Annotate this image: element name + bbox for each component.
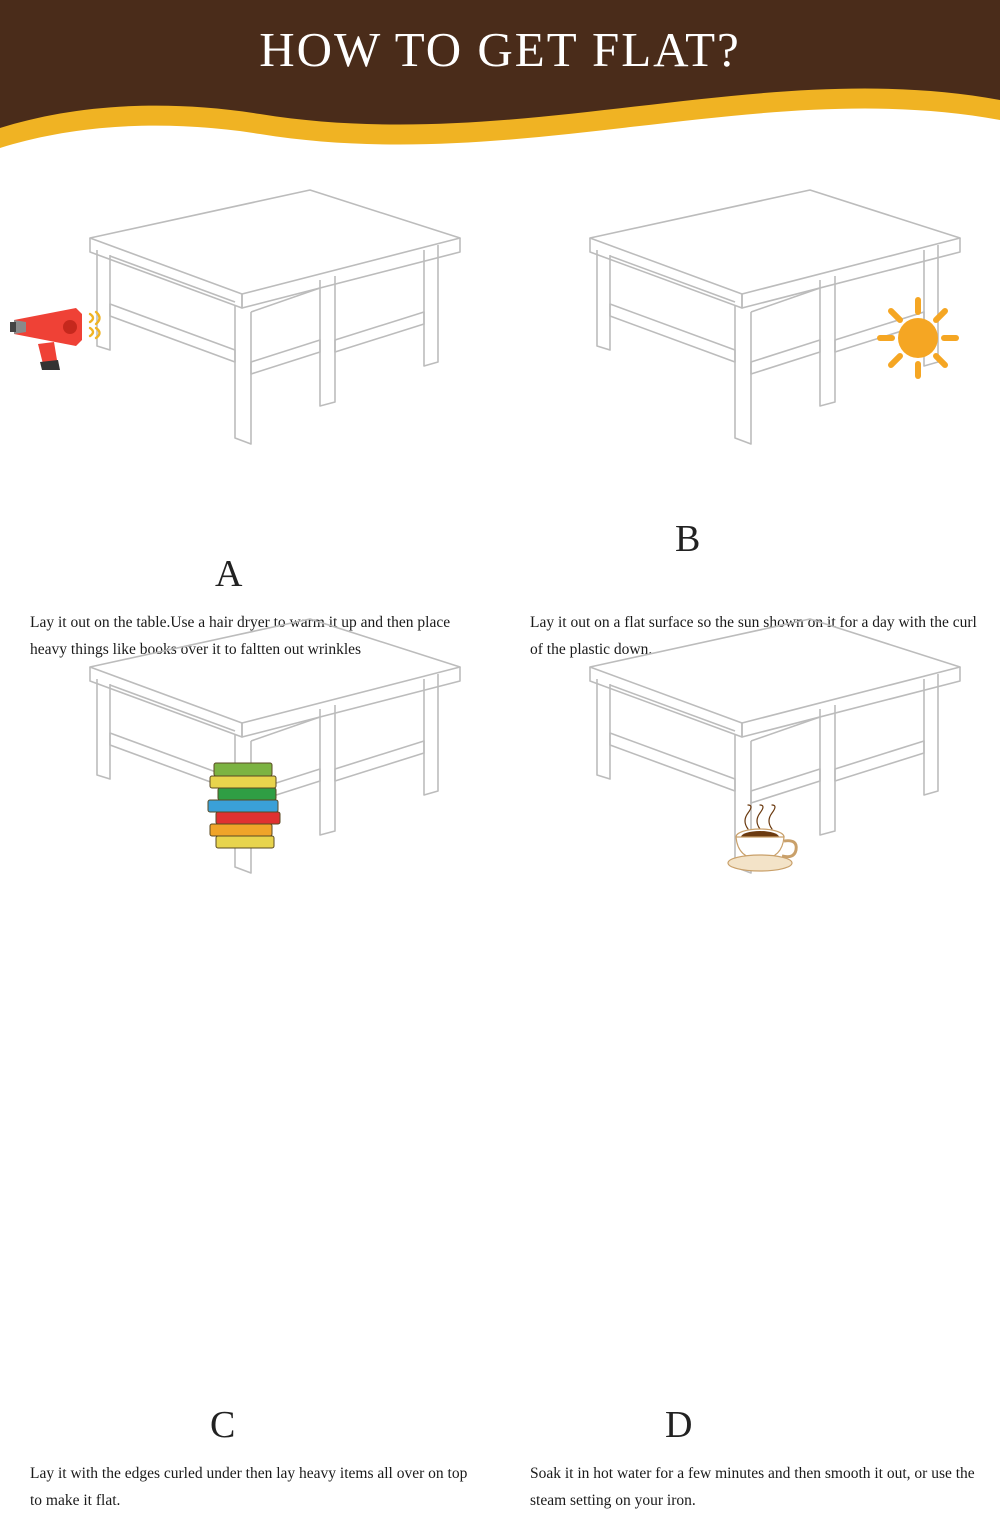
- sun-icon: [868, 288, 968, 393]
- panel-c-letter: C: [210, 1404, 236, 1446]
- panel-b-caption: Lay it out on a flat surface so the sun shown on it for a day with the curl of the plastic down.: [530, 614, 977, 658]
- page-header: [0, 0, 1000, 152]
- panel-b-letter: B: [675, 518, 701, 560]
- panel-a-caption: Lay it out on the table.Use a hair dryer to warm it up and then place heavy things like books over it to faltten out wrinkles: [30, 614, 451, 658]
- stack-of-books-icon: [196, 753, 306, 868]
- panel-d-caption: Soak it in hot water for a few minutes and then smooth it out, or use the steam setting on your iron.: [530, 1465, 975, 1509]
- panel-d-letter: D: [665, 1404, 693, 1446]
- panel-grid: [0, 152, 1000, 1509]
- coffee-cup-icon: [708, 803, 818, 898]
- hair-dryer-icon: [8, 300, 118, 375]
- panel-c: [0, 563, 500, 1509]
- panel-a: [0, 152, 500, 658]
- panel-b: [500, 152, 1000, 658]
- page-title: HOW TO GET FLAT?: [259, 22, 741, 77]
- panel-a-letter: A: [215, 553, 243, 595]
- panel-c-caption: Lay it with the edges curled under then lay heavy items all over on top to make it flat.: [30, 1465, 468, 1509]
- panel-d: [500, 563, 1000, 1509]
